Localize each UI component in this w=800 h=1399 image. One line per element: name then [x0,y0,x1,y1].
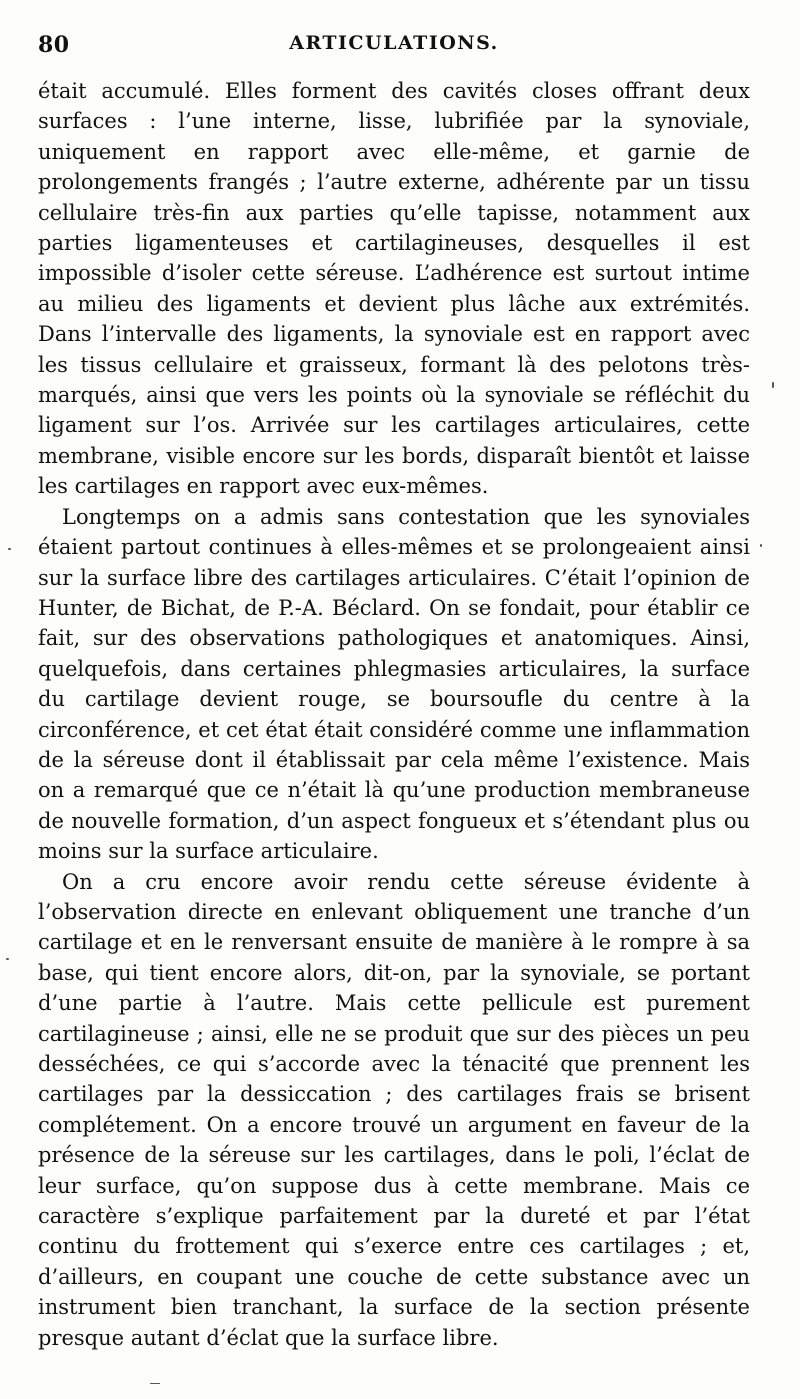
paragraph-3: On a cru encore avoir rendu cette séreuse évidente à l’observation directe en enlevant obliquement une tranche d’un cartilage et en le renversant ensuite de manière à le rompre à sa base, qui tient encore alors, dit-on, par la synoviale, se portant d’une partie à l’autre. Mais cette pellicule est purement cartilagineuse ; ainsi, elle ne se produit que sur des pièces un peu desséchées, ce qui s’accorde avec la ténacité que prennent les cartilages par la dessiccation ; des cartilages frais se brisent complétement. On a encore trouvé un argument en faveur de la présence de la séreuse sur les cartilages, dans le poli, l’éclat de leur surface, qu’on suppose dus à cette membrane. Mais ce caractère s’explique parfaitement par la dureté et par l’état continu du frottement qui s’exerce entre ces cartilages ; et, d’ailleurs, en coupant une couche de cette substance avec un instrument bien tranchant, la surface de la section présente presque autant d’éclat que la surface libre. [38,869,750,1350]
page-number: 80 [38,32,70,58]
print-speck [6,958,9,960]
print-speck [760,544,762,547]
running-title: ARTICULATIONS. [289,32,499,54]
print-speck [8,548,11,550]
body-text [38,76,750,1353]
page-header [38,32,750,62]
paragraph-1: était accumulé. Elles forment des cavités closes offrant deux surfaces : l’une interne, lisse, lubrifiée par la synoviale, uniquement en rapport avec elle-même, et garnie de prolongements frangés ; l’autre externe, adhérente par un tissu cellulaire très-fin aux parties qu’elle tapisse, notamment aux parties ligamenteuses et cartilagineuses, desquelles il est impossible d’isoler cette séreuse. L’adhérence est surtout intime au milieu des ligaments et devient plus lâche aux extrémités. Dans l’intervalle des ligaments, la synoviale est en rapport avec les tissus cellulaire et graisseux, formant là des pelotons très-marqués, ainsi que vers les points où la synoviale se réfléchit du ligament sur l’os. Arrivée sur les cartilages articulaires, cette membrane, visible encore sur les bords, disparaît bientôt et laisse les cartilages en rapport avec eux-mêmes. [38,79,750,499]
print-speck [772,382,774,388]
paragraph-2: Longtemps on a admis sans contestation que les synoviales étaient partout continues à elles-mêmes et se prolongeaient ainsi sur la surface libre des cartilages articulaires. C’était l’opinion de Hunter, de Bichat, de P.-A. Béclard. On se fondait, pour établir ce fait, sur des observations pathologiques et anatomiques. Ainsi, quelquefois, dans certaines phlegmasies articulaires, la surface du cartilage devient rouge, se boursoufle du centre à la circonférence, et cet état était considéré comme une inflammation de la séreuse dont il établissait par cela même l’existence. Mais on a remarqué que ce n’était là qu’une production membraneuse de nouvelle formation, d’un aspect fongueux et s’étendant plus ou moins sur la surface articulaire. [38,504,750,864]
print-speck [150,1383,160,1384]
